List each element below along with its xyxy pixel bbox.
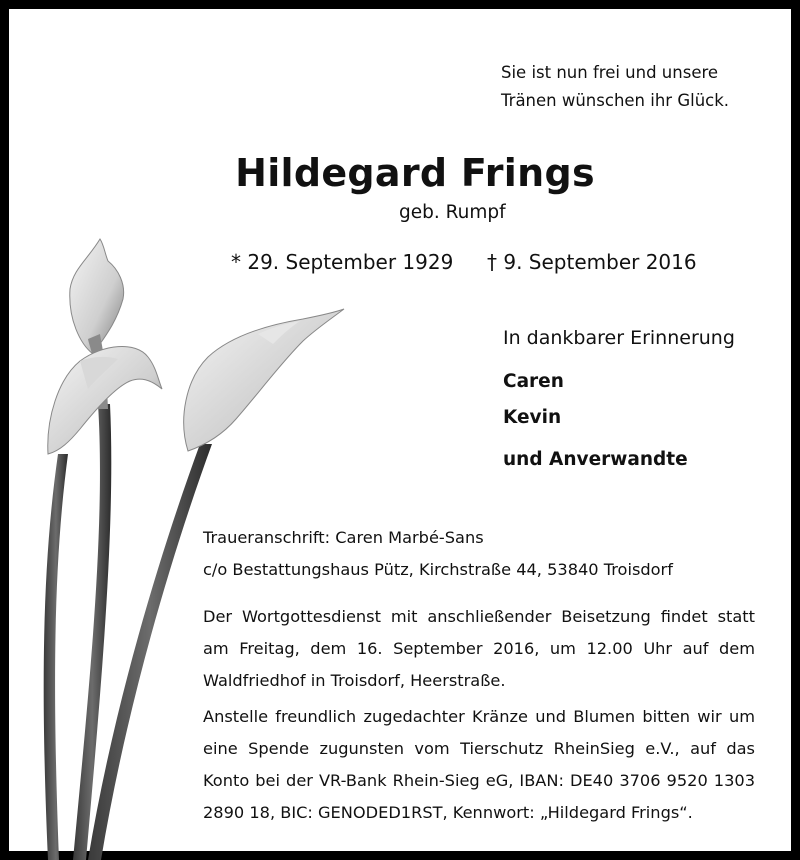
maiden-name: geb. Rumpf	[399, 202, 506, 223]
donation-request: Anstelle freundlich zugedachter Kränze und Blumen bitten wir um eine Spende zugunsten vom Tierschutz RheinSieg e.V., auf das Konto bei der VR-Bank Rhein-Sieg eG, IBAN: DE40 3706 9520 1303 2890 18, BIC: GENODED1RST, Kennwort: „Hildegard Frings“.	[203, 707, 755, 822]
mourner-relatives: und Anverwandte	[503, 449, 688, 470]
mourner-name: Caren	[503, 371, 564, 392]
quote-line-2: Tränen wünschen ihr Glück.	[501, 91, 730, 110]
address-line-2: c/o Bestattungshaus Pütz, Kirchstraße 44, 53840 Troisdorf	[203, 560, 673, 579]
stem-left	[44, 454, 68, 860]
mourner-name: Kevin	[503, 407, 562, 428]
service-information: Der Wortgottesdienst mit anschließender Beisetzung findet statt am Freitag, dem 16. September 2016, um 12.00 Uhr auf dem Waldfriedhof in Troisdorf, Heerstraße.	[203, 607, 755, 690]
memorial-quote	[501, 59, 729, 115]
death-date: † 9. September 2016	[487, 250, 697, 274]
quote-line-1: Sie ist nun frei und unsere	[501, 63, 719, 82]
mourning-address	[203, 522, 673, 586]
lily-right	[184, 309, 344, 451]
birth-date: * 29. September 1929	[231, 250, 454, 274]
address-line-1: Traueranschrift: Caren Marbé-Sans	[203, 528, 484, 547]
deceased-name: Hildegard Frings	[235, 151, 595, 195]
memory-intro: In dankbarer Erinnerung	[503, 327, 735, 349]
